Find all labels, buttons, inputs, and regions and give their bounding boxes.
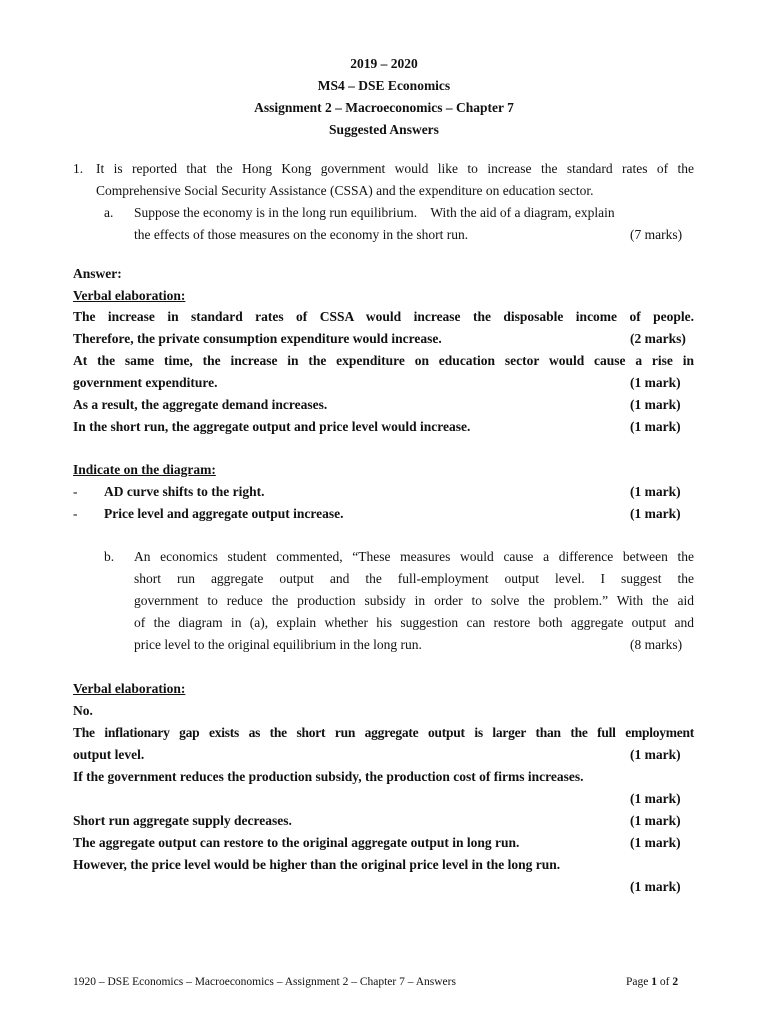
answer-a-line4: government expenditure. — [73, 375, 218, 390]
part-a-line1: Suppose the economy is in the long run equilibrium. With the aid of a diagram, explain — [134, 205, 615, 220]
bullet-dash: - — [73, 484, 78, 499]
verbal-elaboration-heading-b: Verbal elaboration: — [73, 681, 186, 696]
part-b-line5: price level to the original equilibrium in the long run. — [134, 637, 422, 652]
answer-a-line1: The increase in standard rates of CSSA would increase the disposable income of people. — [73, 309, 694, 324]
header-assignment: Assignment 2 – Macroeconomics – Chapter 7 — [254, 100, 514, 115]
part-b-label: b. — [104, 549, 115, 564]
header-course: MS4 – DSE Economics — [317, 78, 451, 93]
footer-page-number — [626, 974, 678, 990]
header-subtitle: Suggested Answers — [329, 122, 439, 137]
answer-b-line6: However, the price level would be higher than the original price level in the long run. — [73, 857, 561, 872]
header-year: 2019 – 2020 — [350, 56, 418, 71]
verbal-elaboration-heading: Verbal elaboration: — [73, 288, 186, 303]
answer-b-no: No. — [73, 703, 93, 718]
part-b-marks: (8 marks) — [630, 637, 683, 652]
answer-a-line4-marks: (1 mark) — [630, 375, 681, 390]
part-a-marks: (7 marks) — [630, 227, 683, 242]
part-b-line4: of the diagram in (a), explain whether his suggestion can restore both aggregate output and — [134, 615, 694, 630]
answer-b-line1: The inflationary gap exists as the short run aggregate output is larger than the full employment — [73, 725, 694, 740]
bullet-marks: (1 mark) — [630, 506, 681, 521]
answer-a-line5-marks: (1 mark) — [630, 397, 681, 412]
answer-a-line5: As a result, the aggregate demand increases. — [73, 397, 328, 412]
question-intro-line2: Comprehensive Social Security Assistance (CSSA) and the expenditure on education sector. — [96, 183, 594, 198]
answer-a-line3: At the same time, the increase in the expenditure on education sector would cause a rise in — [73, 353, 694, 368]
bullet-text: Price level and aggregate output increase. — [104, 506, 344, 521]
bullet-dash: - — [73, 506, 78, 521]
footer-page-word: Page — [626, 976, 649, 988]
part-b-line2: short run aggregate output and the full-employment output level. I suggest the — [134, 571, 694, 586]
footer-title: 1920 – DSE Economics – Macroeconomics – Assignment 2 – Chapter 7 – Answers — [73, 976, 456, 988]
footer-of-word: of — [659, 976, 670, 988]
footer-page-total: 2 — [672, 976, 679, 988]
diagram-heading: Indicate on the diagram: — [73, 462, 216, 477]
answer-b-line5-marks: (1 mark) — [630, 835, 681, 850]
answer-b-line3: If the government reduces the production subsidy, the production cost of firms increases. — [73, 769, 584, 784]
answer-b-line2-marks: (1 mark) — [630, 747, 681, 762]
part-b-line3: government to reduce the production subsidy in order to solve the problem.” With the aid — [134, 593, 694, 608]
answer-a-line6: In the short run, the aggregate output and price level would increase. — [73, 419, 471, 434]
question-number: 1. — [73, 161, 84, 176]
answer-b-line5: The aggregate output can restore to the original aggregate output in long run. — [73, 835, 520, 850]
part-a-label: a. — [104, 205, 114, 220]
answer-b-line2: output level. — [73, 747, 145, 762]
bullet-marks: (1 mark) — [630, 484, 681, 499]
answer-label: Answer: — [73, 266, 122, 281]
answer-a-line2: Therefore, the private consumption expenditure would increase. — [73, 331, 442, 346]
bullet-text: AD curve shifts to the right. — [104, 484, 265, 499]
answer-b-line6-marks: (1 mark) — [630, 879, 681, 894]
footer-page-current: 1 — [651, 976, 657, 988]
answer-b-line3-marks: (1 mark) — [630, 791, 681, 806]
answer-b-line4-marks: (1 mark) — [630, 813, 681, 828]
answer-a-line2-marks: (2 marks) — [630, 331, 686, 346]
part-a-line2: the effects of those measures on the economy in the short run. — [134, 227, 469, 242]
answer-a-line6-marks: (1 mark) — [630, 419, 681, 434]
answer-b-line4: Short run aggregate supply decreases. — [73, 813, 292, 828]
part-b-line1: An economics student commented, “These measures would cause a difference between the — [134, 549, 694, 564]
question-intro-line1: It is reported that the Hong Kong government would like to increase the standard rates of the — [96, 161, 694, 176]
